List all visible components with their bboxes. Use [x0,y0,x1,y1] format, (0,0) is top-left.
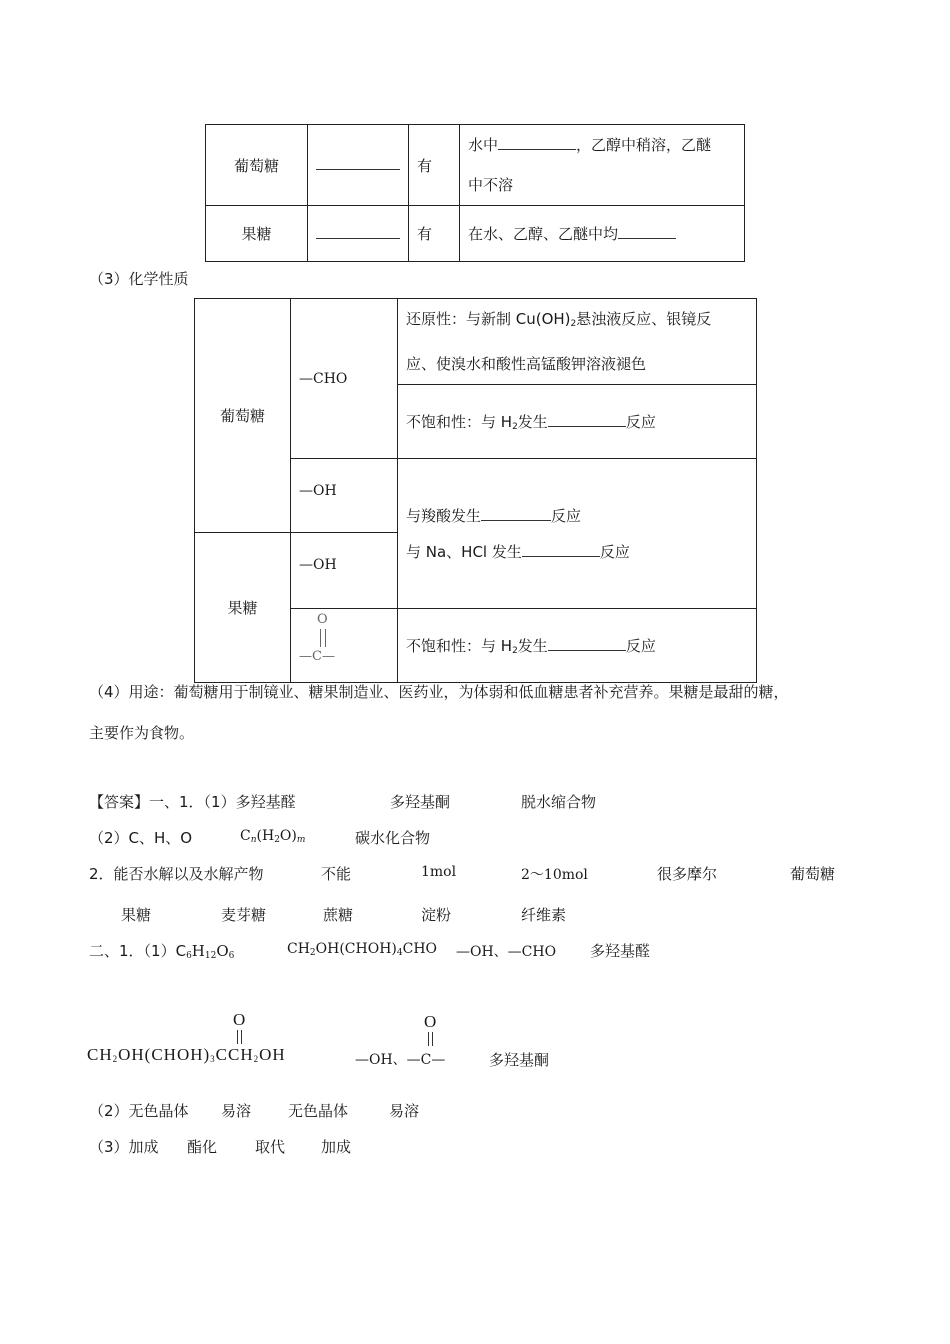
answer-line-1b: 多羟基酮 [390,793,451,811]
sugar-name-fructose: 果糖 [206,206,308,262]
answer-line-8c: 取代 [255,1138,286,1156]
answer-line-3d: 2～10mol [521,867,588,883]
answer-polyhydroxy-aldehyde: 多羟基醛 [590,942,651,960]
answer-glucose-structure: $CH_2OH(CHOH)_4CHO$ [287,941,438,958]
uses-line-1: （4）用途：葡萄糖用于制镜业、糖果制造业、医药业，为体弱和低血糖患者补充营养。果糖是最甜的糖， [89,683,789,701]
blank-cell [308,206,409,262]
answer-line-3a: 2．能否水解以及水解产物 [89,865,264,883]
sugar-name-glucose: 葡萄糖 [206,125,308,206]
answer-line-2c: 碳水化合物 [355,829,431,847]
answer-line-1c: 脱水缩合物 [521,793,597,811]
solubility-cell: 在水、乙醇、乙醚中均 [460,206,745,262]
answer-molecular-formula: 二、1．$(1)C_6H_{12}O_6$ [89,942,235,961]
carbonyl-carbon: —C— [299,649,335,664]
answer-line-3f: 葡萄糖 [790,865,836,883]
sugar-name-fructose: 果糖 [195,533,291,683]
answer-line-7c: 无色晶体 [288,1102,349,1120]
group-oh-glucose: —OH [291,459,398,533]
answer-line-4d: 淀粉 [421,906,452,924]
table-row [206,206,745,262]
answer-line-4b: 麦芽糖 [221,906,267,924]
double-bond [237,1030,242,1044]
fructose-structure: $CH_2OH(CHOH)_3CCH_2OH$ [87,1045,286,1064]
uses-line-2: 主要作为食物。 [89,724,195,742]
answer-line-7b: 易溶 [221,1102,252,1120]
hydroxyl-reactions: 与羧酸发生 反应 与 Na、HCl 发生 反应 [398,459,757,609]
answer-line-8d: 加成 [321,1138,352,1156]
answer-line-4a: 果糖 [121,906,152,924]
answer-line-8a: （3）加成 [89,1138,159,1156]
answer-line-7d: 易溶 [389,1102,420,1120]
blank-cell [308,125,409,206]
unsaturation-property-glucose: 不饱和性：与 $H_2$发生 反应 [398,385,757,459]
group-oh-fructose: —OH [291,533,398,609]
double-bond [428,1032,433,1046]
answer-line-8b: 酯化 [187,1138,218,1156]
ketone-functional-groups: —OH、—C— [355,1052,446,1068]
answer-line-1a: 【答案】一、1．（1）多羟基醛 [89,793,296,811]
answer-line-4c: 蔗糖 [323,906,354,924]
answer-polyhydroxy-ketone: 多羟基酮 [489,1051,550,1069]
section-heading-chemical: （3）化学性质 [89,270,189,288]
ketone-oxygen: O [424,1012,437,1031]
taste-cell: 有 [409,125,460,206]
answer-line-3e: 很多摩尔 [657,865,718,883]
answer-functional-groups: —OH、—CHO [456,944,557,960]
group-carbonyl [291,609,398,683]
carbonyl-oxygen: O [317,612,328,627]
answer-line-7a: （2）无色晶体 [89,1102,189,1120]
solubility-cell: 水中 ，乙醇中稍溶，乙醚 中不溶 [460,125,745,206]
answer-general-formula: $C_n(H_2O)_m$ [240,828,306,845]
reducing-property: 还原性：与新制 $Cu(OH)_2$悬浊液反应、银镜反 应、使溴水和酸性高锰酸钾溶液褪色 [398,299,757,385]
fructose-carbonyl-oxygen: O [233,1010,246,1029]
taste-cell: 有 [409,206,460,262]
answer-line-3b: 不能 [321,865,352,883]
unsaturation-property-fructose: 不饱和性：与 $H_2$发生 反应 [398,609,757,683]
answer-line-3c: 1mol [421,864,457,880]
sugar-name-glucose: 葡萄糖 [195,299,291,533]
table-row [206,125,745,206]
double-bond [320,629,326,647]
chemical-properties-table [194,298,757,683]
answer-line-4e: 纤维素 [521,906,567,924]
physical-properties-table [205,124,745,262]
answer-line-2a: （2）C、H、O [89,829,193,847]
group-cho: —CHO [291,299,398,459]
